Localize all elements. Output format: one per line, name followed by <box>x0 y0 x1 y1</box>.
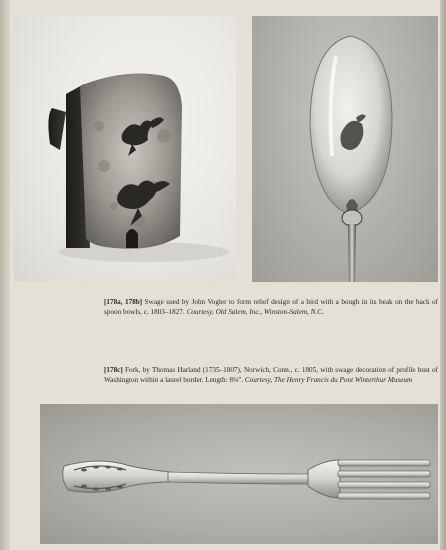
spoon-illustration <box>252 16 438 282</box>
caption-credit: Courtesy, The Henry Francis du Pont Winterthur Museum <box>244 376 413 384</box>
fork-tines <box>338 460 430 499</box>
caption-number: [178c] <box>104 366 123 374</box>
caption-text: Fork, by Thomas Harland (1735–1807), Norwich, Conn., c. 1805, with swage decoration of profile bust of Washington within a laurel border. Length: 8⅛". <box>104 366 438 384</box>
caption-number: [178a, 178b] <box>104 298 143 306</box>
caption-178ab <box>104 297 438 317</box>
swage-illustration <box>14 16 236 282</box>
fork-illustration <box>40 404 438 544</box>
page-gutter-shadow <box>0 0 10 550</box>
caption-text: Swage used by John Vogler to form relief design of a bird with a bough in its beak on the back of spoon bowls, c. 1803–1827. <box>104 298 438 316</box>
caption-credit: Courtesy, Old Salem, Inc., Winston-Salem, N.C. <box>186 308 324 316</box>
photo-swage <box>14 16 236 282</box>
caption-178c <box>104 365 438 385</box>
page-edge-shadow <box>440 0 446 550</box>
photo-fork <box>40 404 438 544</box>
photo-spoon <box>252 16 438 282</box>
